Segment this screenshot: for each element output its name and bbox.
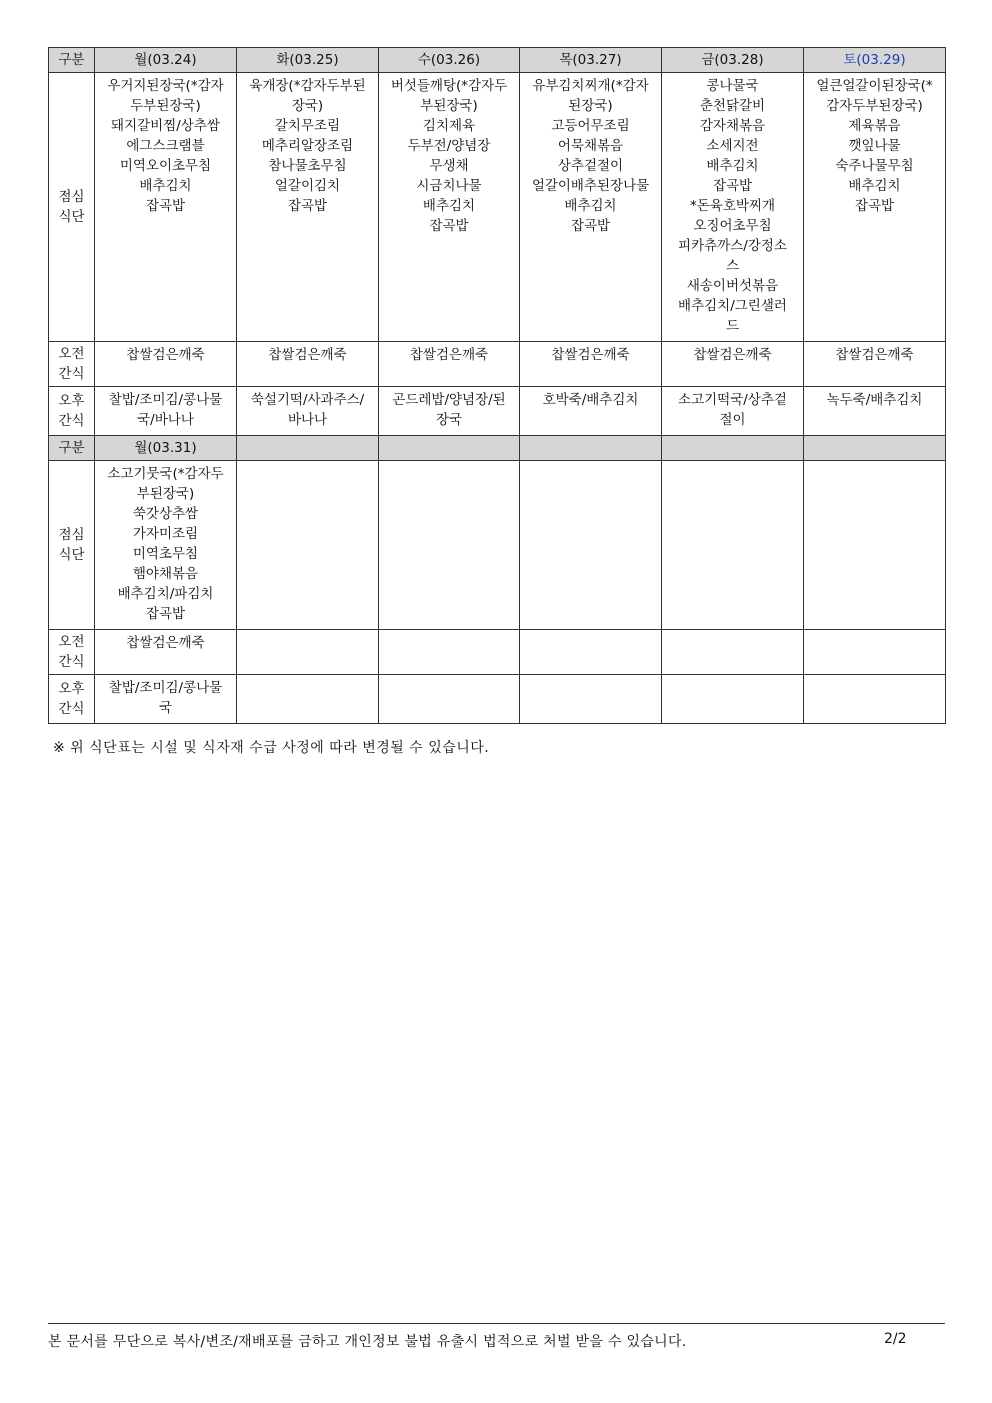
- header-cell-wed: 수(03.26): [379, 48, 520, 73]
- pm-snack-cell-wed: 곤드레밥/양념장/된 장국: [379, 387, 520, 436]
- header-cell-empty: [804, 436, 946, 461]
- empty-cell: [804, 461, 946, 630]
- header-cell-sat: 토(03.29): [804, 48, 946, 73]
- week2-pm-snack-row: [49, 675, 946, 724]
- header-cell-mon: 월(03.31): [95, 436, 237, 461]
- header-cell-tue: 화(03.25): [237, 48, 379, 73]
- menu-change-note: ※ 위 식단표는 시설 및 식자재 수급 사정에 따라 변경될 수 있습니다.: [53, 740, 490, 756]
- header-cell-category: 구분: [49, 48, 95, 73]
- empty-cell: [237, 461, 379, 630]
- footer-divider: [48, 1323, 945, 1324]
- empty-cell: [237, 630, 379, 675]
- lunch-cell-fri: 콩나물국 춘천닭갈비 감자채볶음 소세지전 배추김치 잡곡밥 *돈육호박찌개 오징어초무침 피카츄까스/강정소 스 새송이버섯볶음 배추김치/그린샐러 드: [662, 73, 804, 342]
- lunch-cell-thu: 유부김치찌개(*감자 된장국) 고등어무조림 어묵채볶음 상추겉절이 얼갈이배추된장나물 배추김치 잡곡밥: [520, 73, 662, 342]
- week1-header-row: [49, 48, 946, 73]
- empty-cell: [379, 630, 520, 675]
- pm-snack-cell-mon: 찰밥/조미김/콩나물 국/바나나: [95, 387, 237, 436]
- pm-snack-cell-mon: 찰밥/조미김/콩나물 국: [95, 675, 237, 724]
- empty-cell: [379, 675, 520, 724]
- am-snack-cell-mon: 찹쌀검은깨죽: [95, 630, 237, 675]
- row-label-pm-snack: 오후 간식: [49, 387, 95, 436]
- header-cell-empty: [379, 436, 520, 461]
- pm-snack-cell-thu: 호박죽/배추김치: [520, 387, 662, 436]
- week1-lunch-row: [49, 73, 946, 342]
- week2-header-row: [49, 436, 946, 461]
- header-cell-fri: 금(03.28): [662, 48, 804, 73]
- am-snack-cell-tue: 찹쌀검은깨죽: [237, 342, 379, 387]
- am-snack-cell-sat: 찹쌀검은깨죽: [804, 342, 946, 387]
- header-cell-category: 구분: [49, 436, 95, 461]
- empty-cell: [662, 675, 804, 724]
- lunch-cell-wed: 버섯들깨탕(*감자두 부된장국) 김치제육 두부전/양념장 무생채 시금치나물 배추김치 잡곡밥: [379, 73, 520, 342]
- header-cell-thu: 목(03.27): [520, 48, 662, 73]
- lunch-cell-mon: 소고기뭇국(*감자두 부된장국) 쑥갓상추쌈 가자미조림 미역초무침 햄야채볶음 배추김치/파김치 잡곡밥: [95, 461, 237, 630]
- empty-cell: [662, 461, 804, 630]
- row-label-lunch: 점심 식단: [49, 461, 95, 630]
- row-label-am-snack: 오전 간식: [49, 630, 95, 675]
- week1-am-snack-row: [49, 342, 946, 387]
- empty-cell: [804, 630, 946, 675]
- empty-cell: [520, 675, 662, 724]
- row-label-am-snack: 오전 간식: [49, 342, 95, 387]
- am-snack-cell-fri: 찹쌀검은깨죽: [662, 342, 804, 387]
- empty-cell: [804, 675, 946, 724]
- am-snack-cell-mon: 찹쌀검은깨죽: [95, 342, 237, 387]
- meal-plan-table: [48, 47, 946, 724]
- empty-cell: [379, 461, 520, 630]
- header-cell-empty: [237, 436, 379, 461]
- empty-cell: [520, 461, 662, 630]
- header-cell-empty: [662, 436, 804, 461]
- lunch-cell-tue: 육개장(*감자두부된 장국) 갈치무조림 메추리알장조림 참나물초무침 얼갈이김치 잡곡밥: [237, 73, 379, 342]
- week2-lunch-row: [49, 461, 946, 630]
- footer-copyright-notice: 본 문서를 무단으로 복사/변조/재배포를 금하고 개인정보 불법 유출시 법적으로 처벌 받을 수 있습니다.: [48, 1334, 687, 1350]
- pm-snack-cell-tue: 쑥설기떡/사과주스/ 바나나: [237, 387, 379, 436]
- empty-cell: [237, 675, 379, 724]
- lunch-cell-mon: 우거지된장국(*감자 두부된장국) 돼지갈비찜/상추쌈 에그스크램블 미역오이초무침 배추김치 잡곡밥: [95, 73, 237, 342]
- pm-snack-cell-sat: 녹두죽/배추김치: [804, 387, 946, 436]
- header-cell-mon: 월(03.24): [95, 48, 237, 73]
- header-cell-empty: [520, 436, 662, 461]
- pm-snack-cell-fri: 소고기떡국/상추겉 절이: [662, 387, 804, 436]
- am-snack-cell-thu: 찹쌀검은깨죽: [520, 342, 662, 387]
- empty-cell: [662, 630, 804, 675]
- week1-pm-snack-row: [49, 387, 946, 436]
- row-label-lunch: 점심 식단: [49, 73, 95, 342]
- am-snack-cell-wed: 찹쌀검은깨죽: [379, 342, 520, 387]
- page-number: 2/2: [884, 1331, 907, 1347]
- row-label-pm-snack: 오후 간식: [49, 675, 95, 724]
- empty-cell: [520, 630, 662, 675]
- lunch-cell-sat: 얼큰얼갈이된장국(* 감자두부된장국) 제육볶음 깻잎나물 숙주나물무침 배추김치 잡곡밥: [804, 73, 946, 342]
- week2-am-snack-row: [49, 630, 946, 675]
